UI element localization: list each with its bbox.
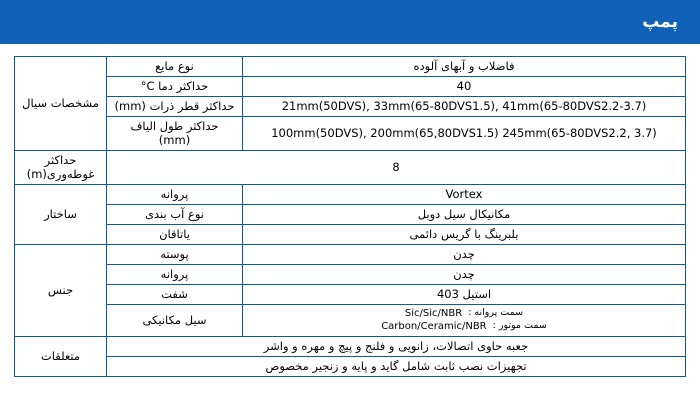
- mechanical-seal-motor-side-value: Carbon/Ceramic/NBR: [381, 321, 487, 332]
- bearing-label: یاتاقان: [107, 224, 243, 244]
- table-row: [15, 304, 686, 336]
- casing-material-value: چدن: [243, 244, 686, 264]
- mechanical-seal-value: [243, 304, 686, 336]
- impeller-type-label: پروانه: [107, 184, 243, 204]
- shaft-material-label: شفت: [107, 284, 243, 304]
- max-temperature-value: 40: [243, 77, 686, 97]
- group-structure: ساختار: [15, 184, 107, 244]
- group-material: جنس: [15, 244, 107, 336]
- group-accessories: متعلقات: [15, 336, 107, 376]
- table-row: [15, 224, 686, 244]
- table-row: [15, 150, 686, 184]
- max-particle-size-value: 21mm(50DVS), 33mm(65-80DVS1.5), 41mm(65-80DVS2.2-3.7): [243, 97, 686, 117]
- group-fluid-characteristics: مشخصات سیال: [15, 57, 107, 151]
- max-fiber-length-value: 100mm(50DVS), 200mm(65,80DVS1.5) 245mm(65-80DVS2.2, 3.7): [243, 117, 686, 151]
- table-row: [15, 117, 686, 151]
- table-row: [15, 284, 686, 304]
- table-row: [15, 97, 686, 117]
- table-row: [15, 264, 686, 284]
- table-row: [15, 77, 686, 97]
- table-row: [15, 204, 686, 224]
- mechanical-seal-impeller-side-value: Sic/Sic/NBR: [404, 307, 463, 319]
- fluid-type-value: فاضلاب و آبهای آلوده: [243, 57, 686, 77]
- table-row: [15, 184, 686, 204]
- page-header: [0, 0, 700, 44]
- table-row: [15, 57, 686, 77]
- fluid-type-label: نوع مایع: [107, 57, 243, 77]
- mechanical-seal-label: سیل مکانیکی: [107, 304, 243, 336]
- table-row: [15, 336, 686, 356]
- impeller-type-value: Vortex: [243, 184, 686, 204]
- sealing-type-label: نوع آب بندی: [107, 204, 243, 224]
- impeller-material-label: پروانه: [107, 264, 243, 284]
- table-row: [15, 356, 686, 376]
- shaft-material-value: استیل 403: [243, 284, 686, 304]
- max-temperature-label: حداکثر دما C°: [107, 77, 243, 97]
- max-submersion-value: 8: [107, 150, 686, 184]
- max-submersion-label: حداکثر غوطه‌وری(m): [15, 150, 107, 184]
- sealing-type-value: مکانیکال سیل دوبل: [243, 204, 686, 224]
- impeller-material-value: چدن: [243, 264, 686, 284]
- accessories-installation-value: تجهیزات نصب ثابت شامل گاید و پایه و زنجیر مخصوص: [107, 356, 686, 376]
- bearing-value: بلبرینگ با گریس دائمی: [243, 224, 686, 244]
- mechanical-seal-motor-side-key: سمت موتور :: [492, 320, 547, 332]
- max-particle-size-label: حداکثر قطر ذرات (mm): [107, 97, 243, 117]
- accessories-box-value: جعبه حاوی اتصالات، زانویی و فلنج و پیچ و مهره و واشر: [107, 336, 686, 356]
- mechanical-seal-impeller-side-key: سمت پروانه :: [468, 306, 524, 318]
- table-row: [15, 244, 686, 264]
- max-fiber-length-label: حداکثر طول الیاف (mm): [107, 117, 243, 151]
- casing-material-label: پوسته: [107, 244, 243, 264]
- pump-specification-table: [14, 56, 686, 377]
- page-title: پمپ: [642, 12, 678, 32]
